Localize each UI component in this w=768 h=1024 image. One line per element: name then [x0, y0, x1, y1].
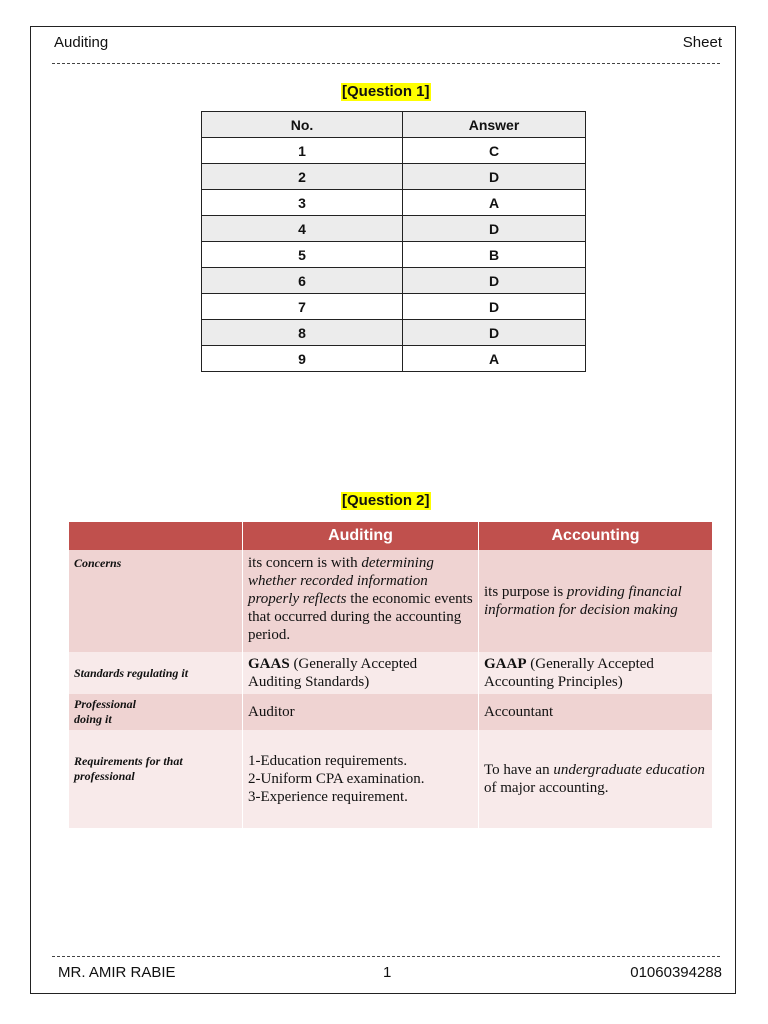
table-header-row [202, 112, 586, 138]
professional-accounting: Accountant [479, 694, 713, 730]
column-header-answer: Answer [403, 112, 586, 138]
comparison-header-row [69, 522, 712, 550]
table-row [202, 294, 586, 320]
table-row [202, 346, 586, 372]
table-row [202, 138, 586, 164]
table-row [202, 268, 586, 294]
concerns-accounting-text: its purpose is [484, 584, 567, 600]
standards-auditing-text: (Generally Accepted Auditing Standards) [248, 656, 418, 690]
table-row [202, 190, 586, 216]
column-header-auditing: Auditing [243, 522, 479, 550]
row-number: 9 [202, 346, 403, 372]
column-header-no: No. [202, 112, 403, 138]
row-number: 6 [202, 268, 403, 294]
row-answer: A [403, 190, 586, 216]
requirements-accounting-emphasis: undergraduate education [553, 762, 705, 778]
row-number: 3 [202, 190, 403, 216]
standards-auditing-acronym: GAAS [248, 656, 290, 672]
requirement-item: 3-Experience requirement. [248, 789, 408, 805]
concerns-auditing [243, 550, 479, 652]
concerns-accounting [479, 550, 713, 652]
professional-row [69, 694, 712, 730]
row-answer: A [403, 346, 586, 372]
question-2-title: [Question 2] [342, 492, 430, 509]
standards-accounting-text: (Generally Accepted Accounting Principles) [484, 656, 654, 690]
table-row [202, 164, 586, 190]
professional-auditing: Auditor [243, 694, 479, 730]
requirements-accounting [479, 730, 713, 828]
header-subject: Auditing [54, 34, 109, 51]
requirements-accounting-rest: of major accounting. [484, 780, 609, 796]
header-blank-cell [69, 522, 243, 550]
question-1-title: [Question 1] [342, 83, 430, 100]
table-row [202, 242, 586, 268]
page-number: 1 [383, 964, 392, 981]
question-1-answer-table [201, 111, 586, 372]
row-number: 4 [202, 216, 403, 242]
standards-auditing [243, 652, 479, 694]
row-answer: D [403, 294, 586, 320]
professional-label [69, 694, 243, 730]
standards-accounting-acronym: GAAP [484, 656, 527, 672]
footer-phone: 01060394288 [630, 964, 722, 981]
requirements-row [69, 730, 712, 828]
professional-label-line1: Professional [74, 697, 137, 711]
row-answer: D [403, 216, 586, 242]
professional-label-line2: doing it [74, 712, 112, 726]
row-number: 5 [202, 242, 403, 268]
concerns-auditing-rest: the economic events that occurred during the accounting period. [248, 591, 473, 643]
header-doc-type: Sheet [682, 34, 722, 51]
row-number: 7 [202, 294, 403, 320]
row-number: 8 [202, 320, 403, 346]
concerns-label: Concerns [69, 550, 243, 652]
row-answer: D [403, 268, 586, 294]
footer-divider [52, 956, 720, 957]
concerns-accounting-emphasis: providing financial information for decision making [484, 584, 682, 618]
row-number: 2 [202, 164, 403, 190]
row-answer: C [403, 138, 586, 164]
table-row [202, 216, 586, 242]
comparison-table [69, 522, 712, 828]
header-divider [52, 63, 720, 64]
table-row [202, 320, 586, 346]
requirement-item: 2-Uniform CPA examination. [248, 771, 425, 787]
standards-row [69, 652, 712, 694]
standards-accounting [479, 652, 713, 694]
footer-author: MR. AMIR RABIE [58, 964, 176, 981]
requirements-auditing [243, 730, 479, 828]
page-footer [58, 964, 722, 984]
concerns-auditing-emphasis: determining whether recorded information properly reflects [248, 555, 434, 607]
requirement-item: 1-Education requirements. [248, 753, 408, 769]
requirements-label: Requirements for that professional [69, 730, 243, 828]
column-header-accounting: Accounting [479, 522, 713, 550]
row-answer: B [403, 242, 586, 268]
row-answer: D [403, 320, 586, 346]
standards-label: Standards regulating it [69, 652, 243, 694]
page-header [54, 34, 722, 54]
concerns-row [69, 550, 712, 652]
row-number: 1 [202, 138, 403, 164]
row-answer: D [403, 164, 586, 190]
requirements-accounting-text: To have an [484, 762, 554, 778]
concerns-auditing-text: its concern is with [248, 555, 362, 571]
